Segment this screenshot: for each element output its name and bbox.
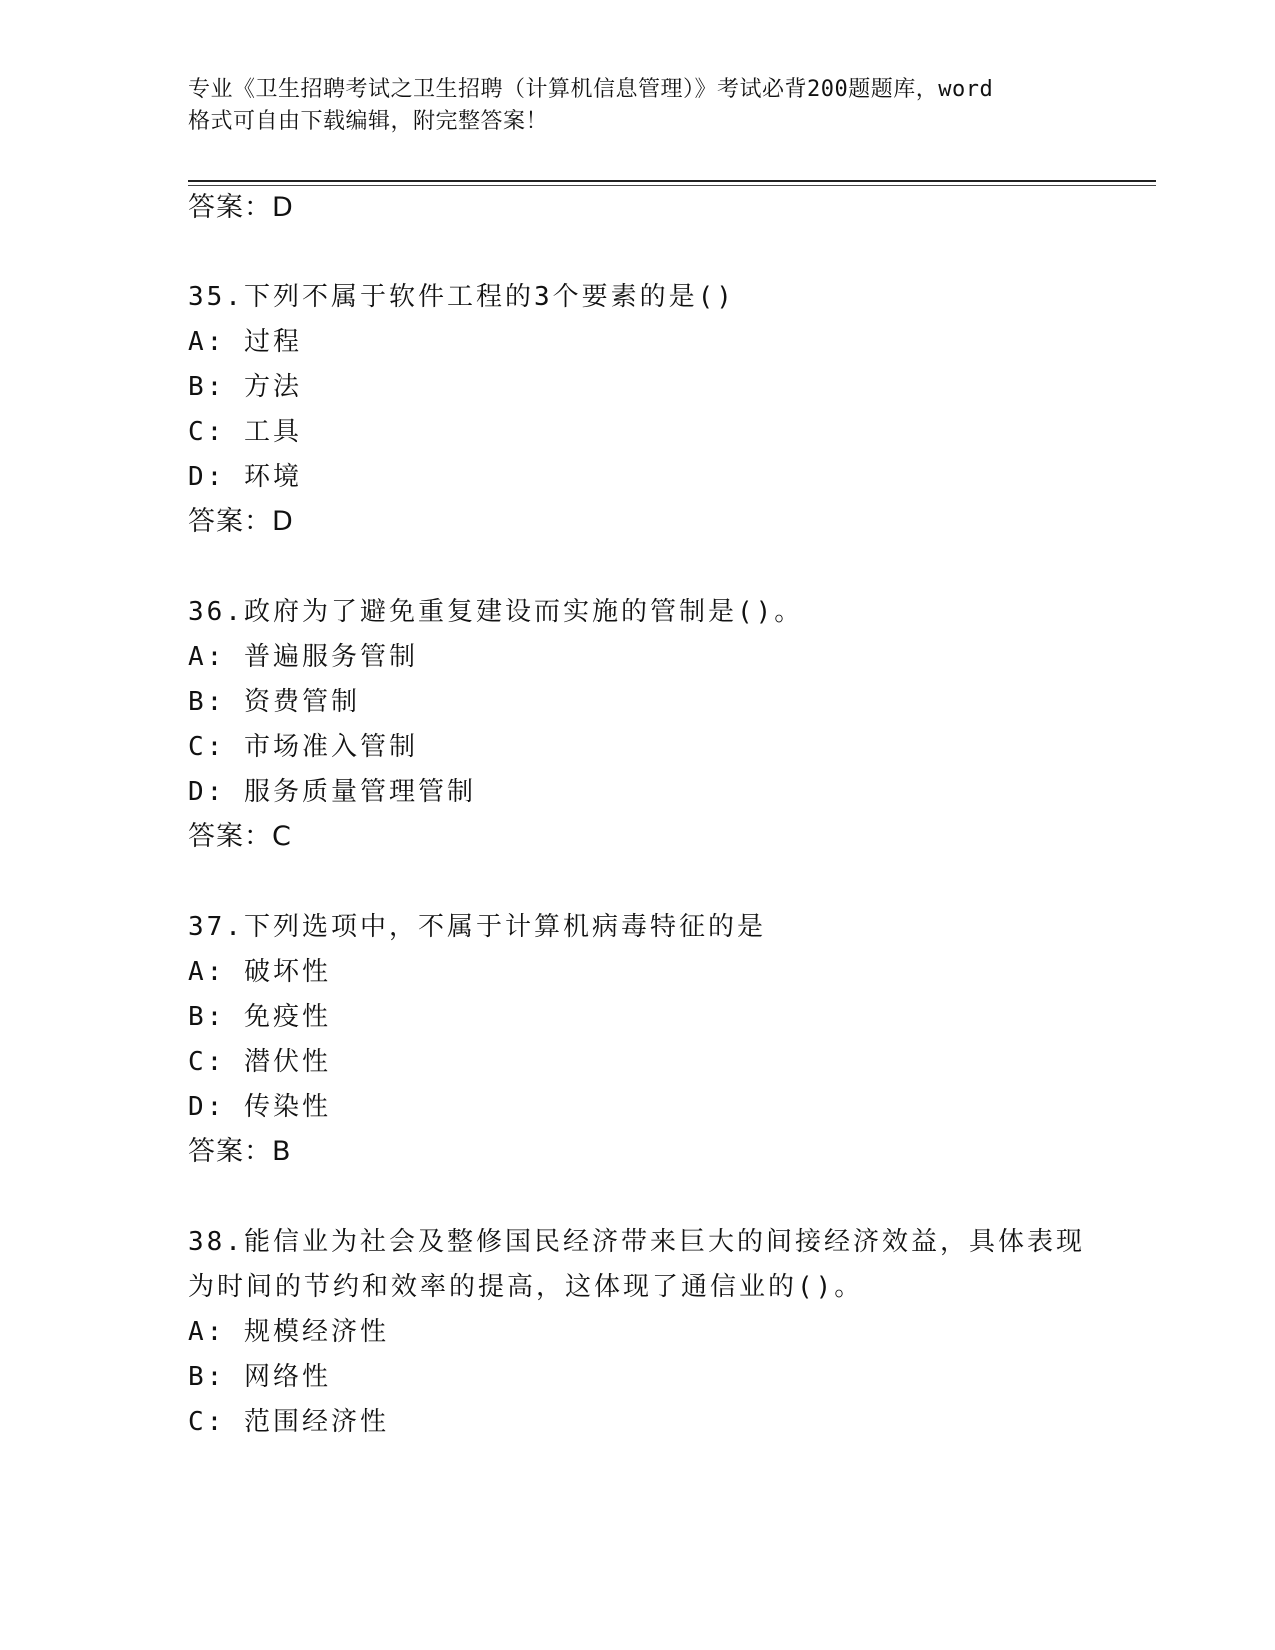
option-37-d: D: 传染性 — [188, 1092, 331, 1122]
question-38-line-2: 为时间的节约和效率的提高，这体现了通信业的()。 — [188, 1272, 864, 1302]
option-38-a: A: 规模经济性 — [188, 1317, 389, 1347]
answer-q34: 答案：D — [188, 192, 294, 223]
option-38-c: C: 范围经济性 — [188, 1407, 389, 1437]
option-36-a: A: 普遍服务管制 — [188, 642, 418, 672]
option-35-d: D: 环境 — [188, 462, 302, 492]
answer-q35: 答案：D — [188, 506, 294, 537]
option-35-a: A: 过程 — [188, 327, 302, 357]
question-35: 35.下列不属于软件工程的3个要素的是() — [188, 282, 735, 312]
answer-q37: 答案：B — [188, 1136, 292, 1167]
answer-q36: 答案：C — [188, 821, 292, 852]
option-36-c: C: 市场准入管制 — [188, 732, 418, 762]
header-line-1: 专业《卫生招聘考试之卫生招聘（计算机信息管理）》考试必背200题题库，word — [188, 77, 994, 102]
question-37: 37.下列选项中，不属于计算机病毒特征的是 — [188, 912, 766, 942]
option-37-b: B: 免疫性 — [188, 1002, 331, 1032]
option-38-b: B: 网络性 — [188, 1362, 331, 1392]
option-37-a: A: 破坏性 — [188, 957, 331, 987]
header-divider — [188, 180, 1156, 182]
header-divider-thin — [188, 185, 1156, 186]
option-36-d: D: 服务质量管理管制 — [188, 777, 476, 807]
option-35-c: C: 工具 — [188, 417, 302, 447]
question-38-line-1: 38.能信业为社会及整修国民经济带来巨大的间接经济效益，具体表现 — [188, 1227, 1085, 1257]
header-line-2: 格式可自由下载编辑，附完整答案！ — [188, 109, 549, 134]
option-37-c: C: 潜伏性 — [188, 1047, 331, 1077]
question-36: 36.政府为了避免重复建设而实施的管制是()。 — [188, 597, 804, 627]
option-36-b: B: 资费管制 — [188, 687, 360, 717]
option-35-b: B: 方法 — [188, 372, 302, 402]
